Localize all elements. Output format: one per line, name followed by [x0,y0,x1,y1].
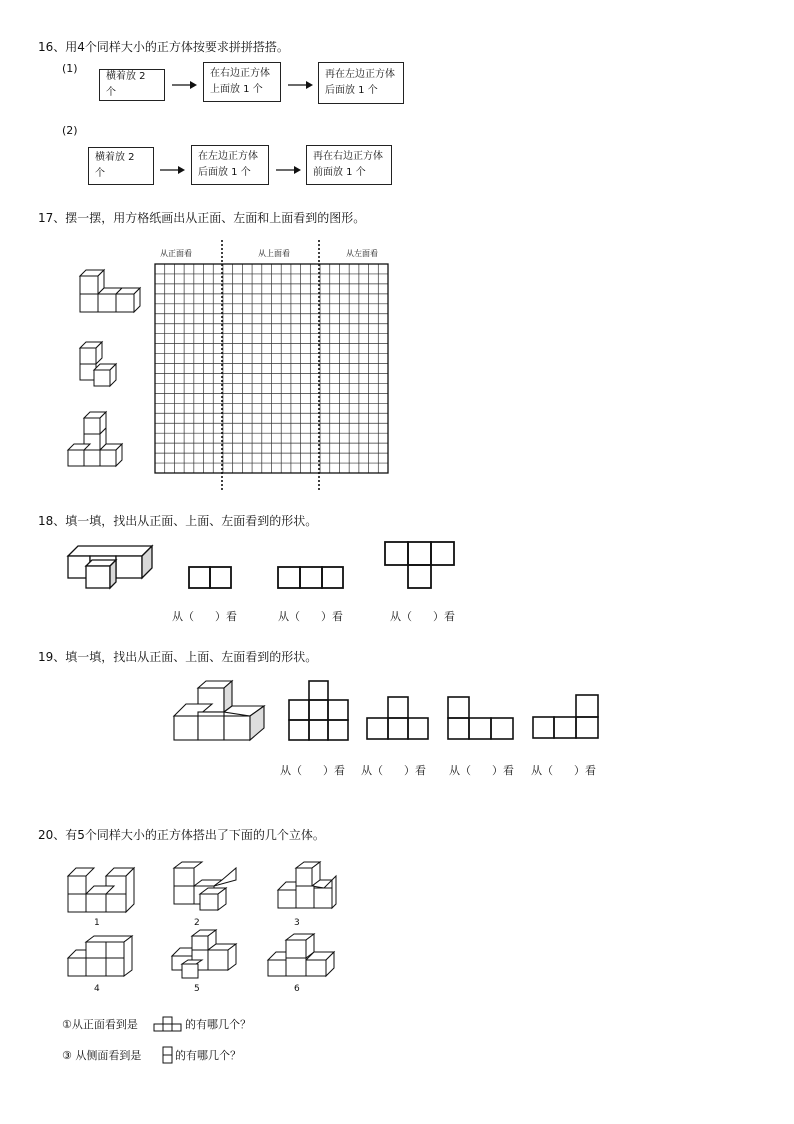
arrow-icon [172,80,198,90]
arrow-icon [276,165,302,175]
q16-p1-step3-line2: 后面放 1 个 [325,85,378,96]
q16-p1-step2-line1: 在右边正方体 [210,68,270,79]
q20-solid-5 [170,928,244,980]
q19-answer-4: 从（ ）看 [531,764,596,777]
q20-label-3: 3 [294,918,300,928]
q19-view-shape-1 [288,680,350,742]
grid-label-top: 从上面看 [258,249,290,258]
q17-grid-paper [155,240,390,492]
q20-subquestion-2-suffix: 的有哪几个？ [175,1049,241,1062]
q16-p1-step2-box [203,62,281,102]
q19-answer-2: 从（ ）看 [361,764,426,777]
q16-p1-step1-box [99,69,165,101]
q17-cube-figure-3 [66,410,126,470]
q16-p1-step3-line1: 再在左边正方体 [325,69,395,80]
q20-subquestion-2-prefix: ③ 从侧面看到是 [62,1049,142,1062]
q20-solid-6 [266,932,340,980]
q20-title: 20、有5个同样大小的正方体搭出了下面的几个立体。 [38,828,325,842]
q18-answer-2: 从（ ）看 [278,610,343,623]
q20-label-6: 6 [294,984,300,994]
q19-title: 19、填一填，找出从正面、上面、左面看到的形状。 [38,650,318,664]
arrow-icon [160,165,186,175]
q18-answer-3: 从（ ）看 [390,610,455,623]
q19-answer-1: 从（ ）看 [280,764,345,777]
q20-solid-4 [66,934,140,980]
q20-solid-2 [170,860,240,912]
q16-part1-label: (1) [62,62,78,75]
q18-cube-figure [66,544,158,590]
q16-p2-step2-line2: 后面放 1 个 [198,167,251,178]
q18-view-shape-3 [384,541,456,591]
q17-cube-figure-2 [76,340,126,390]
q20-front-view-icon [153,1016,183,1032]
q17-title: 17、摆一摆，用方格纸画出从正面、左面和上面看到的图形。 [38,211,366,225]
q16-part2-label: (2) [62,124,78,137]
q20-solid-3 [276,860,338,914]
grid-label-left: 从左面看 [346,249,378,258]
q16-p1-step3-box [318,62,404,104]
q16-p1-step2-line2: 上面放 1 个 [210,84,263,95]
q16-p2-step3-line1: 再在右边正方体 [313,151,383,162]
q19-view-shape-2 [366,696,430,742]
q16-p2-step1-text: 横着放 2 个 [95,152,135,179]
arrow-icon [288,80,314,90]
q16-p1-step1-text: 横着放 2 个 [106,71,146,98]
q16-p2-step1-box [88,147,154,185]
q19-view-shape-3 [447,696,515,742]
q18-title: 18、填一填，找出从正面、上面、左面看到的形状。 [38,514,318,528]
q17-cube-figure-1 [66,268,146,320]
q20-subquestion-1-suffix: 的有哪几个？ [185,1018,251,1031]
q19-view-shape-4 [532,694,600,742]
grid-label-front: 从正面看 [160,249,192,258]
q18-answer-1: 从（ ）看 [172,610,237,623]
q20-subquestion-1-prefix: ①从正面看到是 [62,1018,138,1031]
q20-label-5: 5 [194,984,200,994]
q16-p2-step2-line1: 在左边正方体 [198,151,258,162]
q20-solid-1 [66,866,138,914]
q19-cube-figure [172,680,268,744]
q20-label-1: 1 [94,918,100,928]
q20-label-4: 4 [94,984,100,994]
q16-p2-step3-line2: 前面放 1 个 [313,167,366,178]
q19-answer-3: 从（ ）看 [449,764,514,777]
q18-view-shape-1 [188,566,234,590]
q16-title: 16、用4个同样大小的正方体按要求拼拼搭搭。 [38,40,289,54]
q20-label-2: 2 [194,918,200,928]
q16-p2-step2-box [191,145,269,185]
q20-side-view-icon [161,1046,175,1064]
q16-p2-step3-box [306,145,392,185]
q18-view-shape-2 [277,566,345,590]
